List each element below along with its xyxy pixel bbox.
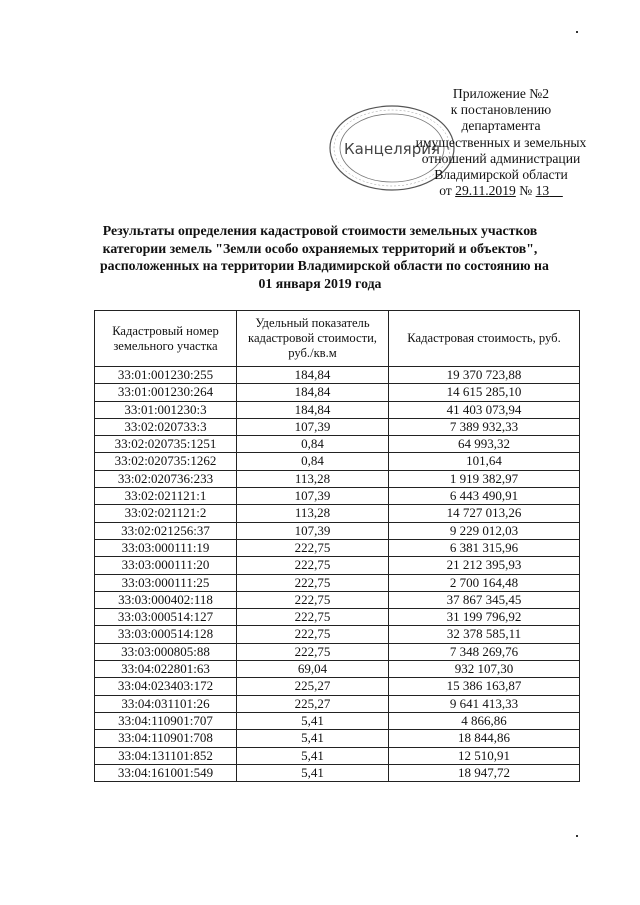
cell-cadastral-number: 33:04:110901:708 xyxy=(95,730,237,747)
table-row xyxy=(95,764,580,781)
stamp-text: Канцелярия xyxy=(344,140,440,158)
header-unit-value: Удельный показатель кадастровой стоимости, руб./кв.м xyxy=(237,311,389,367)
table-row xyxy=(95,539,580,556)
decree-date: 29.11.2019 xyxy=(455,183,516,199)
table-row xyxy=(95,418,580,435)
cell-cadastral-value: 7 348 269,76 xyxy=(389,643,580,660)
title-line: категории земель "Земли особо охраняемых территорий и объектов", xyxy=(102,240,538,256)
cell-cadastral-number: 33:01:001230:264 xyxy=(95,384,237,401)
cell-cadastral-value: 6 381 315,96 xyxy=(389,539,580,556)
cell-unit-value: 225,27 xyxy=(237,695,389,712)
attachment-block xyxy=(396,86,606,199)
cell-cadastral-number: 33:02:021121:1 xyxy=(95,488,237,505)
cell-cadastral-value: 12 510,91 xyxy=(389,747,580,764)
table-row xyxy=(95,453,580,470)
table-row xyxy=(95,609,580,626)
table-row xyxy=(95,574,580,591)
scan-dot xyxy=(576,31,578,33)
cell-unit-value: 69,04 xyxy=(237,661,389,678)
table-row xyxy=(95,488,580,505)
cell-cadastral-number: 33:02:020736:233 xyxy=(95,470,237,487)
cell-cadastral-number: 33:01:001230:255 xyxy=(95,367,237,384)
attachment-line: Приложение №2 xyxy=(452,86,550,101)
cell-unit-value: 222,75 xyxy=(237,626,389,643)
number-prefix: № xyxy=(519,183,533,199)
cell-unit-value: 222,75 xyxy=(237,609,389,626)
scan-dot xyxy=(576,835,578,837)
cell-cadastral-value: 32 378 585,11 xyxy=(389,626,580,643)
cell-cadastral-number: 33:04:023403:172 xyxy=(95,678,237,695)
cell-unit-value: 222,75 xyxy=(237,574,389,591)
cell-cadastral-number: 33:02:021256:37 xyxy=(95,522,237,539)
cell-cadastral-value: 21 212 395,93 xyxy=(389,557,580,574)
attachment-line: отношений администрации xyxy=(421,150,581,166)
attachment-line: имущественных и земельных xyxy=(415,134,587,150)
cell-unit-value: 5,41 xyxy=(237,747,389,764)
cell-unit-value: 5,41 xyxy=(237,730,389,747)
cell-cadastral-value: 15 386 163,87 xyxy=(389,678,580,695)
cell-cadastral-value: 18 844,86 xyxy=(389,730,580,747)
table-row xyxy=(95,643,580,660)
cell-unit-value: 222,75 xyxy=(237,643,389,660)
cell-cadastral-number: 33:02:021121:2 xyxy=(95,505,237,522)
cell-cadastral-value: 932 107,30 xyxy=(389,661,580,678)
decree-number: 13 xyxy=(535,183,550,199)
cell-unit-value: 222,75 xyxy=(237,557,389,574)
cell-unit-value: 113,28 xyxy=(237,470,389,487)
table-row xyxy=(95,436,580,453)
cell-unit-value: 113,28 xyxy=(237,505,389,522)
table-row xyxy=(95,557,580,574)
cell-cadastral-number: 33:02:020735:1262 xyxy=(95,453,237,470)
table-row xyxy=(95,678,580,695)
table-row xyxy=(95,712,580,729)
cell-cadastral-value: 37 867 345,45 xyxy=(389,591,580,608)
cell-cadastral-value: 14 727 013,26 xyxy=(389,505,580,522)
cell-cadastral-number: 33:03:000402:118 xyxy=(95,591,237,608)
cell-cadastral-value: 9 229 012,03 xyxy=(389,522,580,539)
title-line: Результаты определения кадастровой стоимости земельных участков xyxy=(102,223,538,238)
cadastral-table xyxy=(94,310,580,782)
cell-unit-value: 184,84 xyxy=(237,401,389,418)
table-header-row xyxy=(95,311,580,367)
cell-cadastral-number: 33:04:031101:26 xyxy=(95,695,237,712)
table-body xyxy=(95,367,580,782)
cell-unit-value: 107,39 xyxy=(237,488,389,505)
table-row xyxy=(95,661,580,678)
cell-cadastral-number: 33:03:000111:19 xyxy=(95,539,237,556)
cell-cadastral-number: 33:03:000111:20 xyxy=(95,557,237,574)
table-row xyxy=(95,401,580,418)
cell-unit-value: 222,75 xyxy=(237,591,389,608)
cell-unit-value: 107,39 xyxy=(237,522,389,539)
date-prefix: от xyxy=(439,183,452,199)
table-row xyxy=(95,522,580,539)
cell-cadastral-number: 33:04:022801:63 xyxy=(95,661,237,678)
cell-unit-value: 184,84 xyxy=(237,384,389,401)
table-row xyxy=(95,470,580,487)
title-line: расположенных на территории Владимирской области по состоянию на xyxy=(100,258,549,274)
cell-cadastral-number: 33:04:131101:852 xyxy=(95,747,237,764)
cell-cadastral-value: 2 700 164,48 xyxy=(389,574,580,591)
table-row xyxy=(95,367,580,384)
cell-cadastral-value: 6 443 490,91 xyxy=(389,488,580,505)
cell-cadastral-value: 7 389 932,33 xyxy=(389,418,580,435)
cell-cadastral-value: 18 947,72 xyxy=(389,764,580,781)
table-row xyxy=(95,591,580,608)
cell-cadastral-value: 19 370 723,88 xyxy=(389,367,580,384)
cell-unit-value: 5,41 xyxy=(237,712,389,729)
table-row xyxy=(95,505,580,522)
table-row xyxy=(95,695,580,712)
header-cadastral-number: Кадастровый номер земельного участка xyxy=(95,311,237,367)
cell-cadastral-number: 33:02:020735:1251 xyxy=(95,436,237,453)
cell-cadastral-value: 101,64 xyxy=(389,453,580,470)
cell-cadastral-number: 33:02:020733:3 xyxy=(95,418,237,435)
table-row xyxy=(95,626,580,643)
cell-unit-value: 5,41 xyxy=(237,764,389,781)
cell-unit-value: 222,75 xyxy=(237,539,389,556)
table-row xyxy=(95,730,580,747)
cell-unit-value: 225,27 xyxy=(237,678,389,695)
cell-unit-value: 107,39 xyxy=(237,418,389,435)
attachment-line: Владимирской области xyxy=(434,167,568,183)
cell-cadastral-value: 14 615 285,10 xyxy=(389,384,580,401)
attachment-date-line xyxy=(396,183,606,199)
cell-cadastral-value: 9 641 413,33 xyxy=(389,695,580,712)
cell-unit-value: 0,84 xyxy=(237,453,389,470)
attachment-line: к постановлению xyxy=(450,102,552,118)
cell-cadastral-value: 4 866,86 xyxy=(389,712,580,729)
cell-cadastral-number: 33:03:000514:128 xyxy=(95,626,237,643)
cell-cadastral-number: 33:04:110901:707 xyxy=(95,712,237,729)
cell-cadastral-number: 33:01:001230:3 xyxy=(95,401,237,418)
cell-cadastral-value: 1 919 382,97 xyxy=(389,470,580,487)
table-row xyxy=(95,384,580,401)
cell-unit-value: 0,84 xyxy=(237,436,389,453)
cell-cadastral-number: 33:04:161001:549 xyxy=(95,764,237,781)
cell-cadastral-number: 33:03:000805:88 xyxy=(95,643,237,660)
header-cadastral-value: Кадастровая стоимость, руб. xyxy=(389,311,580,367)
cell-cadastral-value: 41 403 073,94 xyxy=(389,401,580,418)
cell-cadastral-number: 33:03:000111:25 xyxy=(95,574,237,591)
cell-cadastral-value: 31 199 796,92 xyxy=(389,609,580,626)
title-line: 01 января 2019 года xyxy=(258,275,382,291)
cell-unit-value: 184,84 xyxy=(237,367,389,384)
document-title xyxy=(100,222,549,292)
attachment-line: департамента xyxy=(461,118,541,134)
cell-cadastral-value: 64 993,32 xyxy=(389,436,580,453)
table-row xyxy=(95,747,580,764)
cell-cadastral-number: 33:03:000514:127 xyxy=(95,609,237,626)
